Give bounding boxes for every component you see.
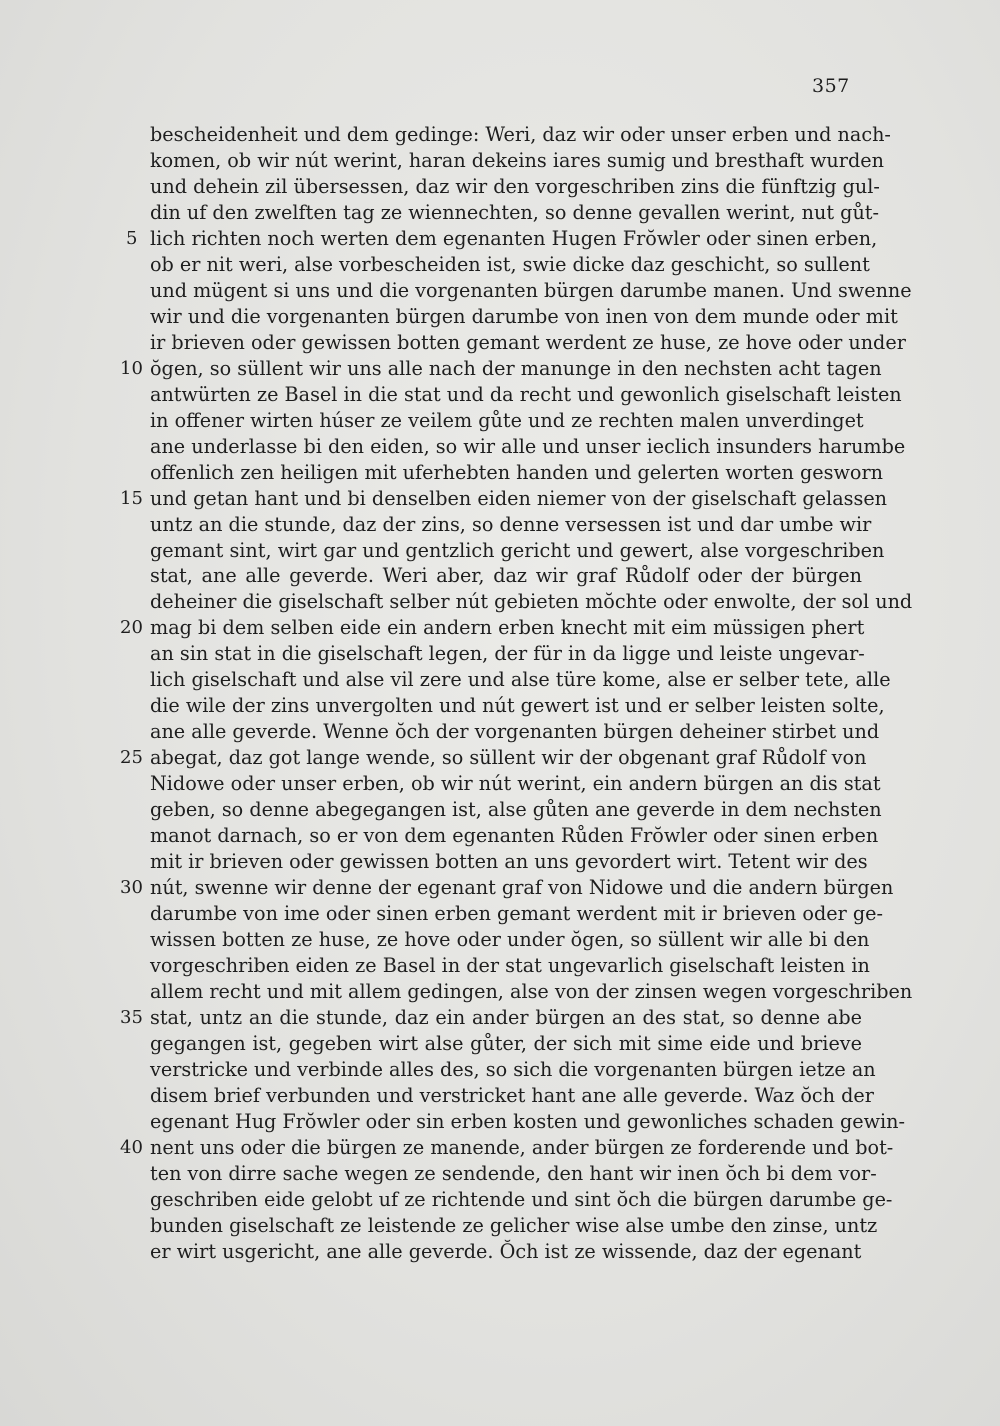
line-text: Nidowe oder unser erben, ob wir nút werint, ein andern bürgen an dis stat <box>150 772 881 796</box>
text-line <box>150 1161 877 1187</box>
line-text: bunden giselschaft ze leistende ze gelicher wise alse umbe den zinse, untz <box>150 1213 878 1237</box>
line-number: 40 <box>120 1136 143 1158</box>
text-line <box>150 1187 893 1213</box>
text-line <box>150 771 881 797</box>
page-number: 357 <box>812 75 850 97</box>
text-line <box>120 486 888 512</box>
line-text: in offener wirten húser ze veilem gůte und ze rechten malen unverdinget <box>150 408 864 432</box>
line-text: komen, ob wir nút werint, haran dekeins iares sumig und bresthaft wurden <box>150 148 884 172</box>
line-number: 30 <box>120 877 143 899</box>
text-line <box>120 356 882 382</box>
text-line <box>150 927 870 953</box>
text-line <box>150 1239 862 1265</box>
line-text: wissen botten ze huse, ze hove oder under ŏgen, so süllent wir alle bi den <box>150 928 870 952</box>
text-line <box>150 382 902 408</box>
text-line <box>150 304 898 330</box>
line-text: din uf den zwelften tag ze wiennechten, so denne gevallen werint, nut gůt- <box>150 200 880 224</box>
line-text: und mügent si uns und die vorgenanten bürgen darumbe manen. Und swenne <box>150 278 912 302</box>
text-line <box>150 174 880 200</box>
line-number: 10 <box>120 357 143 379</box>
text-line <box>150 408 862 434</box>
line-text: ane underlasse bi den eiden, so wir alle und unser ieclich insunders harumbe <box>150 434 906 458</box>
line-text: offenlich zen heiligen mit uferhebten handen und gelerten worten gesworn <box>150 460 883 484</box>
line-text: geschriben eide gelobt uf ze richtende und sint ŏch die bürgen darumbe ge- <box>150 1187 893 1211</box>
text-line <box>150 641 865 667</box>
text-line <box>150 1213 878 1239</box>
text-line <box>150 330 906 356</box>
line-text: mag bi dem selben eide ein andern erben knecht mit eim müssigen phert <box>150 616 865 640</box>
text-line <box>150 849 868 875</box>
text-line <box>150 1057 876 1083</box>
text-line <box>150 122 891 148</box>
text-line <box>150 434 906 460</box>
line-text: gegangen ist, gegeben wirt alse gůter, der sich mit sime eide und brieve <box>150 1031 862 1055</box>
line-text: geben, so denne abegegangen ist, alse gůten ane geverde in dem nechsten <box>150 798 882 822</box>
line-text: antwürten ze Basel in die stat und da recht und gewonlich giselschaft leisten <box>150 382 902 406</box>
line-text: ir brieven oder gewissen botten gemant werdent ze huse, ze hove oder under <box>150 330 906 354</box>
text-line <box>150 460 883 486</box>
line-number: 35 <box>120 1006 143 1028</box>
line-number: 5 <box>126 227 138 249</box>
line-text: untz an die stunde, daz der zins, so denne versessen ist und dar umbe wir <box>150 512 872 536</box>
text-line <box>150 148 884 174</box>
line-text: verstricke und verbinde alles des, so sich die vorgenanten bürgen ietze an <box>150 1057 876 1081</box>
line-text: vorgeschriben eiden ze Basel in der stat ungevarlich giselschaft leisten in <box>150 954 870 977</box>
text-line <box>126 226 878 252</box>
line-text: wir und die vorgenanten bürgen darumbe von inen von dem munde oder mit <box>150 304 898 328</box>
line-number: 15 <box>120 487 143 509</box>
text-line <box>150 797 882 823</box>
line-text: stat, untz an die stunde, daz ein ander bürgen an des stat, so denne abe <box>150 1005 862 1029</box>
line-text: manot darnach, so er von dem egenanten Růden Frŏwler oder sinen erben <box>150 824 879 848</box>
text-line <box>150 1031 862 1057</box>
text-line <box>150 512 872 538</box>
line-number: 20 <box>120 617 143 639</box>
text-line <box>150 719 880 745</box>
line-text: und getan hant und bi denselben eiden niemer von der giselschaft gelassen <box>150 486 888 510</box>
line-text: an sin stat in die giselschaft legen, der für in da ligge und leiste ungevar- <box>150 642 865 666</box>
line-text: ten von dirre sache wegen ze sendende, den hant wir inen ŏch bi dem vor- <box>150 1161 877 1185</box>
text-line <box>150 901 883 927</box>
text-line <box>150 200 880 226</box>
text-line <box>120 745 867 771</box>
line-text: egenant Hug Frŏwler oder sin erben kosten und gewonliches schaden gewin- <box>150 1109 905 1133</box>
line-text: abegat, daz got lange wende, so süllent wir der obgenant graf Růdolf von <box>150 746 867 770</box>
text-line <box>150 252 870 278</box>
line-text: ob er nit weri, alse vorbescheiden ist, swie dicke daz geschicht, so sullent <box>150 252 870 276</box>
line-text: gemant sint, wirt gar und gentzlich gericht und gewert, alse vorgeschriben <box>150 538 885 562</box>
text-line <box>120 615 865 641</box>
line-text: die wile der zins unvergolten und nút gewert ist und er selber leisten solte, <box>150 694 885 718</box>
text-line <box>120 1135 894 1161</box>
text-line <box>150 823 879 849</box>
text-line <box>150 667 891 693</box>
line-text: darumbe von ime oder sinen erben gemant werdent mit ir brieven oder ge- <box>150 902 883 926</box>
text-line <box>150 693 885 719</box>
text-line <box>150 953 870 979</box>
line-text: nút, swenne wir denne der egenant graf von Nidowe und die andern bürgen <box>150 876 894 900</box>
line-text: ŏgen, so süllent wir uns alle nach der manunge in den nechsten acht tagen <box>150 356 882 380</box>
text-line <box>150 979 913 1005</box>
text-line <box>150 589 913 615</box>
line-text: und dehein zil übersessen, daz wir den vorgeschriben zins die fünftzig gul- <box>150 174 880 198</box>
text-line <box>120 1005 862 1031</box>
text-line <box>150 278 912 304</box>
line-text: allem recht und mit allem gedingen, alse von der zinsen wegen vorgeschriben <box>150 979 913 1003</box>
line-text: nent uns oder die bürgen ze manende, ander bürgen ze forderende und bot- <box>150 1135 894 1159</box>
line-text: er wirt usgericht, ane alle geverde. Ŏch ist ze wissende, daz der egenant <box>150 1239 862 1263</box>
text-line <box>150 563 862 589</box>
line-text: disem brief verbunden und verstricket hant ane alle geverde. Waz ŏch der <box>150 1083 874 1107</box>
line-text: mit ir brieven oder gewissen botten an uns gevordert wirt. Tetent wir des <box>150 850 868 874</box>
line-number: 25 <box>120 747 143 769</box>
line-text: bescheidenheit und dem gedinge: Weri, daz wir oder unser erben und nach- <box>150 123 891 146</box>
text-line <box>120 875 894 901</box>
text-line <box>150 538 885 564</box>
text-line <box>150 1083 874 1109</box>
line-text: stat, ane alle geverde. Weri aber, daz wir graf Růdolf oder der bürgen <box>150 564 862 588</box>
line-text: ane alle geverde. Wenne ŏch der vorgenanten bürgen deheiner stirbet und <box>150 720 880 744</box>
body-text <box>120 122 913 1265</box>
line-text: lich richten noch werten dem egenanten Hugen Frŏwler oder sinen erben, <box>150 226 878 250</box>
line-text: deheiner die giselschaft selber nút gebieten mŏchte oder enwolte, der sol und <box>150 590 913 614</box>
line-text: lich giselschaft und alse vil zere und alse türe kome, alse er selber tete, alle <box>150 668 891 692</box>
text-line <box>150 1109 905 1135</box>
